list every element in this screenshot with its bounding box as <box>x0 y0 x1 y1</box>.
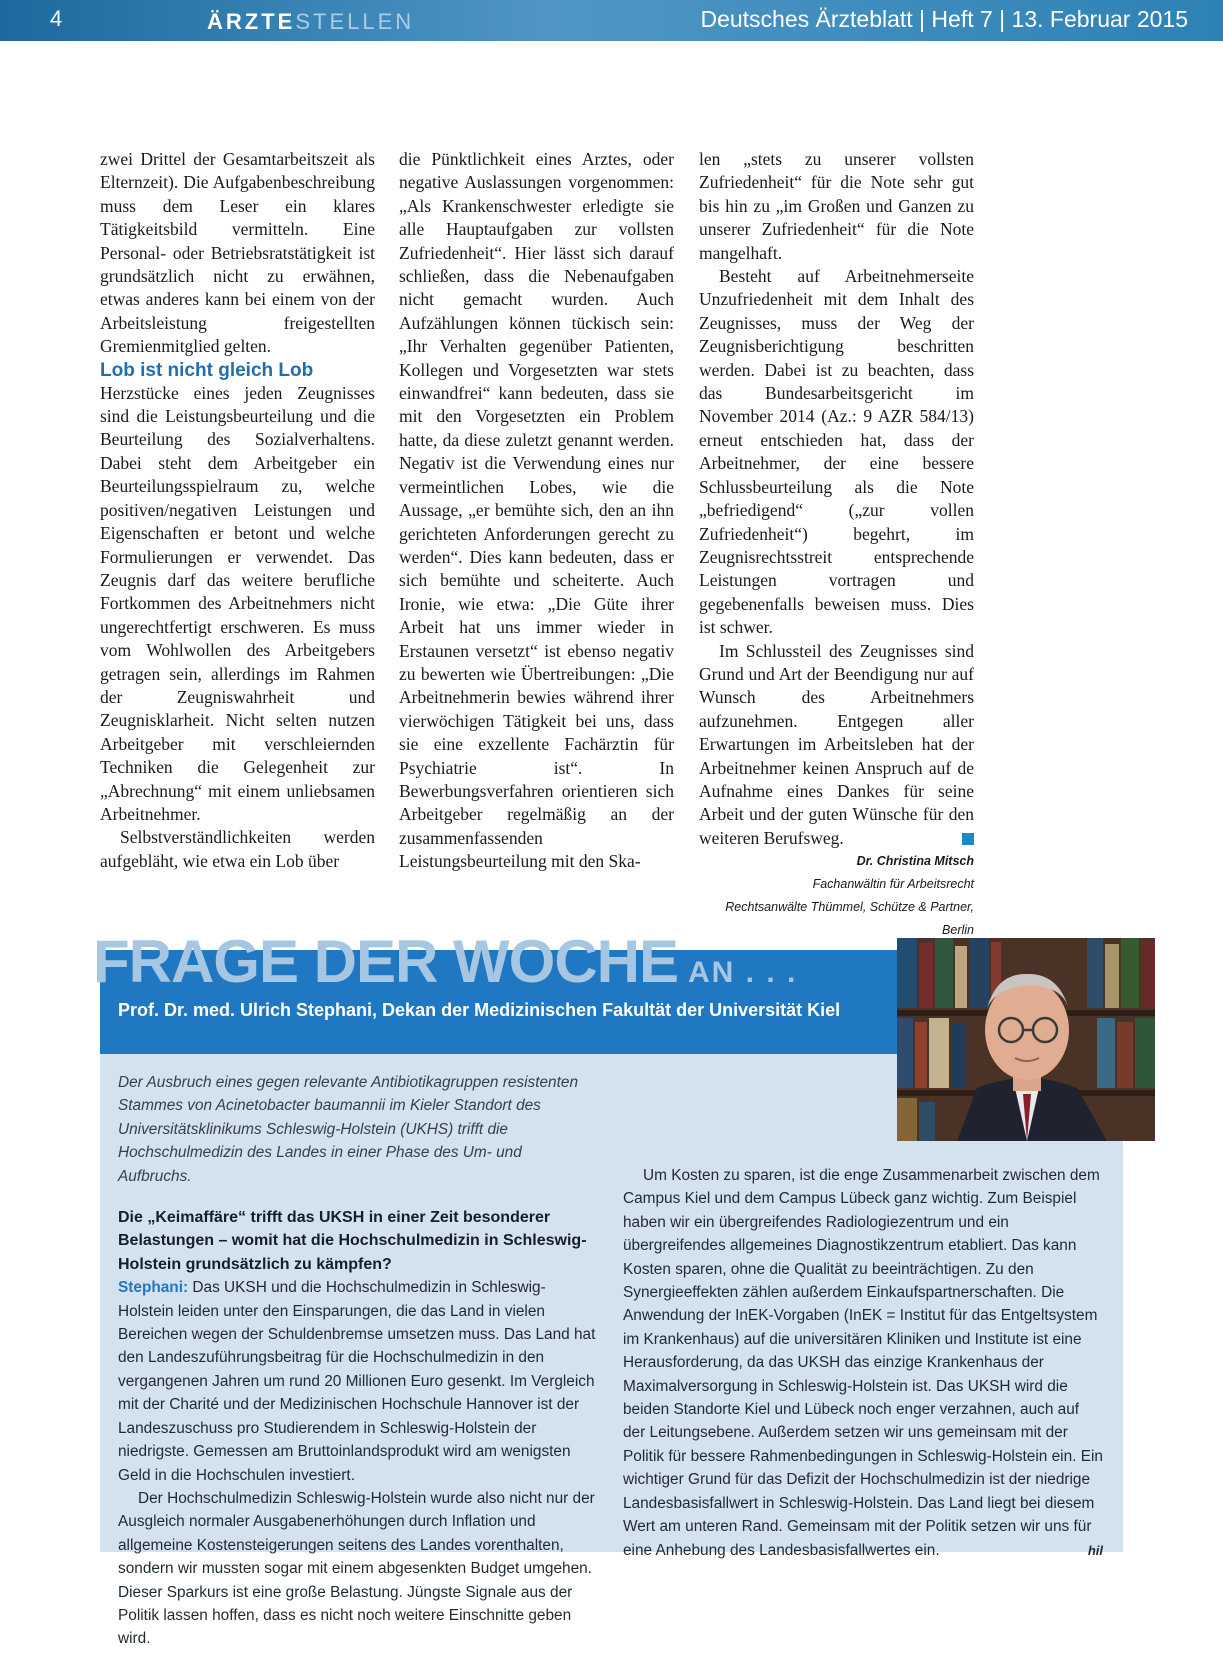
interview-answer <box>118 1276 596 1487</box>
article-column-1 <box>100 148 375 873</box>
section-brand <box>207 9 414 35</box>
interview-answer: Der Hochschulmedizin Schleswig-Holstein wurde also nicht nur der Ausgleich normaler Ausgabenerhöhungen durch Inflation und allgemeine Kostensteigerungen seitens des Landes vorenthalten, sondern wir mussten sogar mit einem abgesenkten Budget umgehen. Dieser Sparkurs ist eine große Belastung. Jüngste Signale aus der Politik lassen hoffen, dass es nicht noch weitere Einschnitte geben wird. <box>118 1489 595 1648</box>
interview-column-2 <box>623 1071 1103 1562</box>
answer-text: Um Kosten zu sparen, ist die enge Zusammenarbeit zwischen dem Campus Kiel und dem Campus Lübeck ganz wichtig. Zum Beispiel haben wir ein übergreifendes Radiologiezentrum und ein übergreifendes allgemeines Diagnostikzentrum etabliert. Das kann Kosten sparen, ohne die Qualität zu beeinträchtigen. Zu den Synergieeffekten zählen außerdem Einkaufspartnerschaften. Die Anwendung der InEK-Vorgaben (InEK = Institut für das Entgeltsystem im Krankenhaus) auf die universitären Kliniken und Institute ist eine Herausforderung, da das UKSH das einzige Krankenhaus der Maximalversorgung in Schleswig-Holstein ist. Das UKSH wird die beiden Standorte Kiel und Lübeck noch enger verzahnen, auch auf der Leitungsebene. Außerdem setzen wir uns gemeinsam mit der Politik für bessere Rahmenbedingungen in Schleswig-Holstein ein. Ein wichtiger Grund für das Defizit der Hochschulmedizin ist der niedrige Landesbasisfallwert in Schleswig-Holstein. Das Land liegt bei diesem Wert am unteren Rand. Gemeinsam mit der Politik setzen wir uns für eine Anhebung des Landesbasisfallwertes ein. <box>623 1167 1103 1559</box>
frage-title-text: FRAGE DER WOCHE <box>93 928 678 995</box>
article-paragraph-text: Im Schlussteil des Zeugnisses sind Grund und Art der Beendigung nur auf Wunsch des Arbeitnehmers aufzunehmen. Entgegen aller Erwartungen im Arbeitsleben hat der Arbeitnehmer keinen Anspruch auf de Aufnahme eines Dankes für seine Arbeit und der guten Wünsche für den weiteren Berufsweg. <box>699 640 974 848</box>
editor-signature: hil <box>1087 1542 1103 1558</box>
page-number: 4 <box>50 6 63 31</box>
speaker-label: Stephani: <box>118 1279 189 1297</box>
article-paragraph-final <box>699 640 974 851</box>
frage-title-suffix: AN . . . <box>688 956 798 989</box>
issue-info: Deutsches Ärzteblatt | Heft 7 | 13. Februar 2015 <box>700 6 1188 32</box>
page-header <box>0 0 1223 41</box>
article-column-2 <box>399 148 674 874</box>
answer-text: Das UKSH und die Hochschulmedizin in Schleswig-Holstein leiden unter den Einsparungen, die das Land in vielen Bereichen wegen der Schuldenbremse umsetzen muss. Das Land hat den Landeszuführungsbeitrag für die Hochschulmedizin in den vergangenen Jahren um rund 20 Millionen Euro gesenkt. Im Vergleich mit der Charité und der Medizinischen Hochschule Hannover ist der Landeszuschuss pro Studierendem in Schleswig-Holstein der niedrigste. Gemessen am Bruttoinlandsprodukt wird am wenigsten Geld in die Hochschulen investiert. <box>118 1279 596 1484</box>
interview-question: Die „Keimaffäre“ trifft das UKSH in einer Zeit besonderer Belastungen – womit hat die Hochschulmedizin in Schleswig-Holstein grundsätzlich zu kämpfen? <box>118 1209 587 1273</box>
author-role: Fachanwältin für Arbeitsrecht <box>812 877 974 892</box>
author-block <box>699 850 974 942</box>
author-firm: Rechtsanwälte Thümmel, Schütze & Partner, Berlin <box>725 900 974 938</box>
brand-part-1: ÄRZTE <box>207 9 296 34</box>
article-paragraph: Selbstverständlichkeiten werden aufgebläht, wie etwa ein Lob über <box>100 827 375 871</box>
author-name: Dr. Christina Mitsch <box>856 854 974 869</box>
interview-guest: Prof. Dr. med. Ulrich Stephani, Dekan der Medizinischen Fakultät der Universität Kiel <box>118 1000 841 1020</box>
frage-der-woche-title <box>93 930 797 1005</box>
end-of-article-mark <box>962 833 974 845</box>
interview-column-1 <box>118 1071 596 1651</box>
article-subheading: Lob ist nicht gleich Lob <box>100 359 314 381</box>
article-column-3 <box>699 148 974 942</box>
interview-intro: Der Ausbruch eines gegen relevante Antibiotikagruppen resistenten Stammes von Acinetobacter baumannii im Kieler Standort des Universitätsklinikums Schleswig-Holstein (UKHS) trifft die Hochschulmedizin des Landes in einer Phase des Um- und Aufbruchs. <box>118 1074 579 1185</box>
article-paragraph: Besteht auf Arbeitnehmerseite Unzufriedenheit mit dem Inhalt des Zeugnisses, muss der Weg der Zeugnisberichtigung beschritten werden. Dabei ist zu beachten, dass das Bundesarbeitsgericht im November 2014 (Az.: 9 AZR 584/13) erneut entschieden hat, dass der Arbeitnehmer, der eine bessere Schlussbeurteilung als die Note „befriedigend“ („zur vollen Zufriedenheit“) begehrt, im Zeugnisrechtsstreit entsprechende Leistungen vortragen und gegebenenfalls beweisen muss. Dies ist schwer. <box>699 266 974 638</box>
article-paragraph: zwei Drittel der Gesamtarbeitszeit als Elternzeit). Die Aufgabenbeschreibung muss dem Leser ein klares Tätigkeitsbild vermitteln. Eine Personal- oder Betriebsratstätigkeit ist grundsätzlich nicht zu erwähnen, etwas anderes kann bei einem von der Arbeitsleistung freigestellten Gremienmitglied gelten. <box>100 149 375 357</box>
article-paragraph: Herzstücke eines jeden Zeugnisses sind die Leistungsbeurteilung und die Beurteilung des Sozialverhaltens. Dabei steht dem Arbeitgeber ein Beurteilungsspielraum zu, welche positiven/negativen Leistungen und Eigenschaften er betont und welche Formulierungen er verwendet. Das Zeugnis darf das weitere berufliche Fortkommen des Arbeitnehmers nicht ungerechtfertigt erschweren. Es muss vom Wohlwollen des Arbeitgebers getragen sein, allerdings im Rahmen der Zeugniswahrheit und Zeugnisklarheit. Nicht selten nutzen Arbeitgeber mit verschleiernden Techniken die Gelegenheit zur „Abrechnung“ mit einem unliebsamen Arbeitnehmer. <box>100 382 375 824</box>
article-paragraph: die Pünktlichkeit eines Arztes, oder negative Auslassungen vorgenommen: „Als Krankenschwester erledigte sie alle Hauptaufgaben zur vollsten Zufriedenheit“. Hier lässt sich darauf schließen, dass die Nebenaufgaben nicht gemacht wurden. Auch Aufzählungen können tückisch sein: „Ihr Verhalten gegenüber Patienten, Kollegen und Vorgesetzten war stets einwandfrei“ kann bedeuten, dass sie mit den Vorgesetzten ein Problem hatte, da diese zuletzt genannt werden. Negativ ist die Verwendung eines nur vermeintlichen Lobes, wie die Aussage, „er bemühte sich, den an ihn gerichteten Anforderungen gerecht zu werden“. Dies kann bedeuten, dass er sich bemühte und scheiterte. Auch Ironie, wie etwa: „Die Güte ihrer Arbeit hat uns immer wieder in Erstaunen versetzt“ ist ebenso negativ zu bewerten wie Übertreibungen: „Die Arbeitnehmerin bewies während ihrer vierwöchigen Tätigkeit bei uns, dass sie eine exzellente Fachärztin für Psychiatrie ist“. In Bewerbungsverfahren orientieren sich Arbeitgeber regelmäßig an der zusammenfassenden Leistungsbeurteilung mit den Ska- <box>399 149 674 872</box>
brand-part-2: STELLEN <box>295 9 415 34</box>
article-paragraph: len „stets zu unserer vollsten Zufriedenheit“ für die Note sehr gut bis hin zu „im Großen und Ganzen zu unserer Zufriedenheit“ für die Note mangelhaft. <box>699 149 974 263</box>
interview-answer-final <box>623 1164 1103 1562</box>
column-spacer <box>623 1071 1103 1164</box>
